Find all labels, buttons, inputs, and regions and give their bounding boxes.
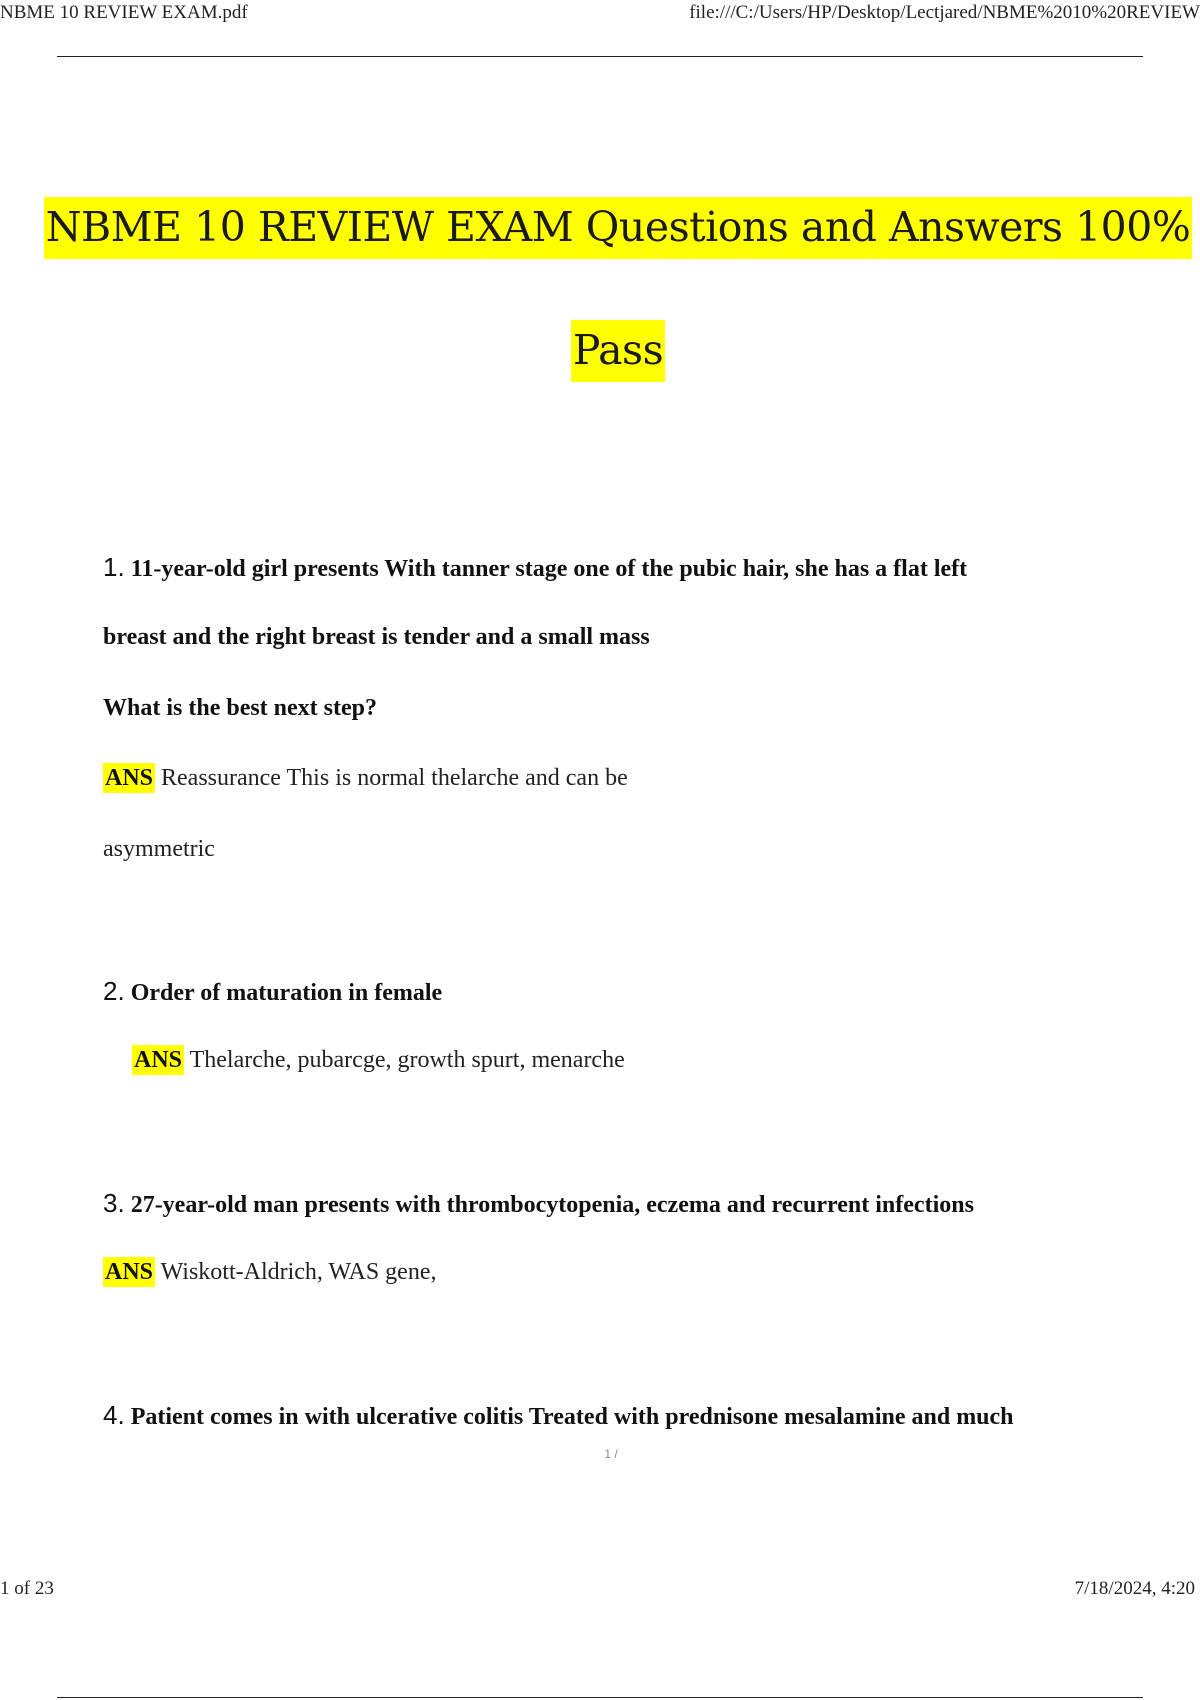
ans-label: ANS [105,1259,154,1285]
answer-text: Wiskott-Aldrich, WAS gene, [160,1259,437,1285]
page-title-line-2: Pass [0,326,1200,374]
answer-3 [103,1259,436,1286]
answer-2 [132,1047,625,1074]
question-number: 4. [103,1400,125,1430]
question-text: Order of maturation in female [130,980,443,1006]
document-name: NBME 10 REVIEW EXAM.pdf [0,2,248,23]
question-1-text-continued: breast and the right breast is tender and a small mass [103,624,650,650]
page-count: 1 of 23 [0,1578,54,1599]
ans-label: ANS [105,765,154,791]
question-1 [103,552,1130,583]
answer-1-continued: asymmetric [103,836,215,862]
header-divider [57,56,1143,57]
question-text: 11-year-old girl presents With tanner stage one of the pubic hair, she has a flat left [130,556,968,582]
answer-1 [103,765,628,792]
file-path: file:///C:/Users/HP/Desktop/Lectjared/NBME%2010%20REVIEW [689,2,1200,23]
question-number: 1. [103,552,125,582]
question-1-prompt: What is the best next step? [103,695,377,721]
question-text: 27-year-old man presents with thrombocytopenia, eczema and recurrent infections [130,1192,974,1218]
question-2 [103,976,1130,1007]
footer-divider [57,1697,1143,1698]
answer-text: Reassurance This is normal thelarche and can be [161,765,628,791]
question-4 [103,1400,1130,1431]
question-number: 3. [103,1188,125,1218]
answer-text: Thelarche, pubarcge, growth spurt, menarche [189,1047,625,1073]
print-timestamp: 7/18/2024, 4:20 [1074,1578,1195,1599]
question-text: Patient comes in with ulcerative colitis Treated with prednisone mesalamine and much [130,1404,1014,1430]
question-number: 2. [103,976,125,1006]
page-title-line-1: NBME 10 REVIEW EXAM Questions and Answers 100% [0,203,1200,251]
page-marker: 1 / [604,1447,618,1461]
ans-label: ANS [134,1047,183,1073]
question-3 [103,1188,1130,1219]
